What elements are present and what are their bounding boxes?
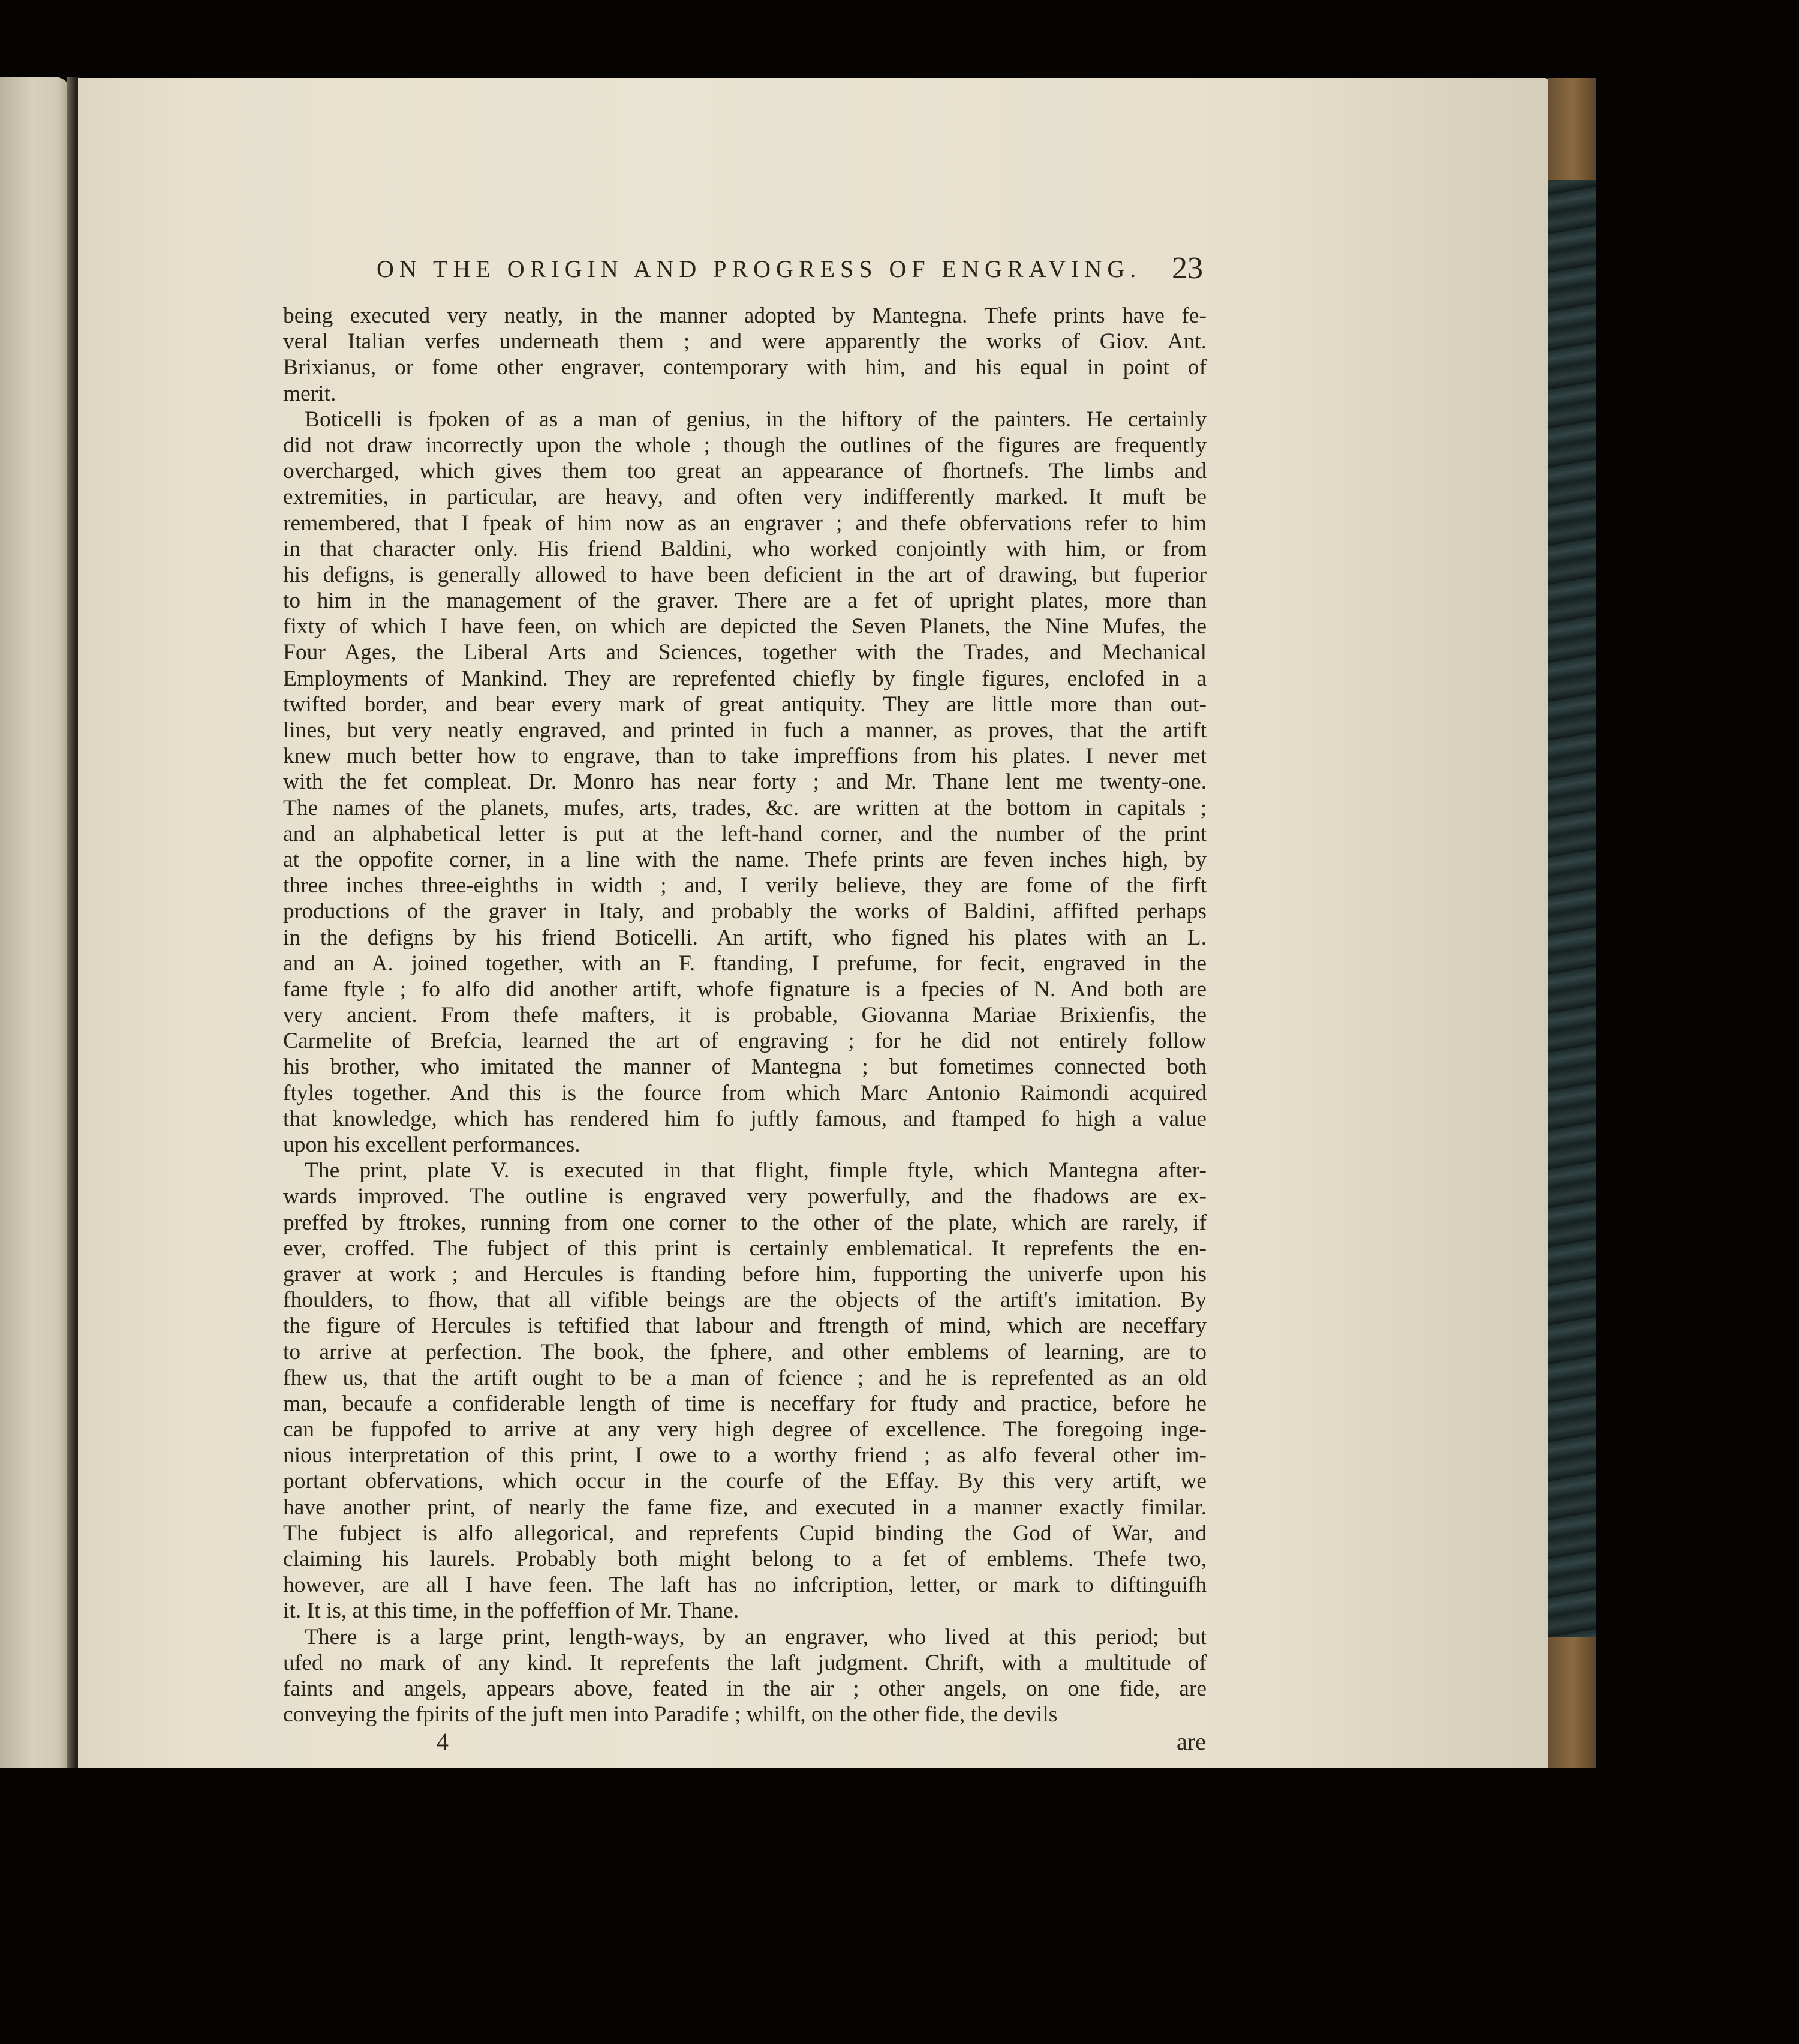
text-line: three inches three-eighths in width ; and, I verily believe, they are fome of the firft xyxy=(283,873,1207,898)
text-line: upon his excellent performances. xyxy=(283,1132,580,1157)
body-text xyxy=(283,303,1207,1727)
text-line: The fubject is alfo allegorical, and reprefents Cupid binding the God of War, and xyxy=(283,1520,1207,1546)
text-line: ftyles together. And this is the fource from which Marc Antonio Raimondi acquired xyxy=(283,1080,1207,1105)
text-line: graver at work ; and Hercules is ftanding before him, fupporting the univerfe upon his xyxy=(283,1261,1207,1286)
text-line: remembered, that I fpeak of him now as an engraver ; and thefe obfervations refer to him xyxy=(283,510,1207,536)
text-line: nious interpretation of this print, I owe to a worthy friend ; as alfo feveral other im- xyxy=(283,1443,1207,1468)
text-line: in the defigns by his friend Boticelli. An artift, who figned his plates with an L. xyxy=(283,925,1207,950)
text-line: and an alphabetical letter is put at the left-hand corner, and the number of the print xyxy=(283,821,1207,846)
text-line: ufed no mark of any kind. It reprefents the laft judgment. Chrift, with a multitude of xyxy=(283,1650,1207,1675)
text-line: very ancient. From thefe mafters, it is probable, Giovanna Mariae Brixienfis, the xyxy=(283,1003,1207,1028)
text-line: can be fuppofed to arrive at any very high degree of excellence. The foregoing inge- xyxy=(283,1417,1207,1442)
text-line: fixty of which I have feen, on which are depicted the Seven Planets, the Nine Mufes, the xyxy=(283,614,1207,639)
page-number: 23 xyxy=(1172,251,1203,285)
text-line: his brother, who imitated the manner of Mantegna ; but fometimes connected both xyxy=(283,1054,1207,1080)
text-line: conveying the fpirits of the juft men into Paradife ; whilft, on the other fide, the devils xyxy=(283,1702,1058,1727)
text-line: man, becaufe a confiderable length of time is neceffary for ftudy and practice, before he xyxy=(283,1391,1207,1416)
text-line: Employments of Mankind. They are reprefented chiefly by fingle figures, enclofed in a xyxy=(283,666,1207,691)
text-line: with the fet compleat. Dr. Monro has near forty ; and Mr. Thane lent me twenty-one. xyxy=(283,769,1207,795)
text-line: claiming his laurels. Probably both might belong to a fet of emblems. Thefe two, xyxy=(283,1547,1207,1571)
text-line: to arrive at perfection. The book, the fphere, and other emblems of learning, are to xyxy=(283,1339,1207,1364)
text-line: preffed by ftrokes, running from one corner to the other of the plate, which are rarely, if xyxy=(283,1210,1207,1235)
text-line: fame ftyle ; fo alfo did another artift, whofe fignature is a fpecies of N. And both are xyxy=(283,976,1207,1002)
text-line: at the oppofite corner, in a line with the name. Thefe prints are feven inches high, by xyxy=(283,847,1207,872)
text-line: it. It is, at this time, in the poffeffion of Mr. Thane. xyxy=(283,1598,739,1624)
text-line: that knowledge, which has rendered him fo juftly famous, and ftamped fo high a value xyxy=(283,1106,1207,1131)
text-line: to him in the management of the graver. There are a fet of upright plates, more than xyxy=(283,588,1207,614)
text-line: ever, croffed. The fubject of this print is certainly emblematical. It reprefents the en- xyxy=(283,1236,1207,1261)
text-line: There is a large print, length-ways, by an engraver, who lived at this period; but xyxy=(305,1624,1207,1649)
facing-page-edge xyxy=(0,77,72,1768)
text-line: fhoulders, to fhow, that all vifible beings are the objects of the artift's imitation. By xyxy=(283,1288,1207,1313)
text-line: knew much better how to engrave, than to take impreffions from his plates. I never met xyxy=(283,744,1207,769)
text-line: and an A. joined together, with an F. ftanding, I prefume, for fecit, engraved in the xyxy=(283,951,1207,976)
text-line: the figure of Hercules is teftified that labour and ftrength of mind, which are neceffary xyxy=(283,1313,1207,1339)
text-line: however, are all I have feen. The laft has no infcription, letter, or mark to diftinguifh xyxy=(283,1573,1207,1598)
text-line: in that character only. His friend Baldini, who worked conjointly with him, or from xyxy=(283,536,1207,561)
text-line: overcharged, which gives them too great an appearance of fhortnefs. The limbs and xyxy=(283,459,1207,484)
text-line: portant obfervations, which occur in the courfe of the Effay. By this very artift, we xyxy=(283,1469,1207,1494)
text-line: twifted border, and bear every mark of great antiquity. They are little more than out- xyxy=(283,692,1207,717)
text-line: being executed very neatly, in the manner adopted by Mantegna. Thefe prints have fe- xyxy=(283,303,1207,328)
text-line: extremities, in particular, are heavy, and often very indifferently marked. It muft be xyxy=(283,485,1207,510)
text-line: wards improved. The outline is engraved very powerfully, and the fhadows are ex- xyxy=(283,1184,1207,1209)
running-title: ON THE ORIGIN AND PROGRESS OF ENGRAVING. xyxy=(377,256,1142,282)
text-line: have another print, of nearly the fame fize, and executed in a manner exactly fimilar. xyxy=(283,1495,1207,1520)
text-line: veral Italian verfes underneath them ; and were apparently the works of Giov. Ant. xyxy=(283,329,1207,354)
binding-leather-top xyxy=(1548,78,1596,180)
text-line: The names of the planets, mufes, arts, trades, &c. are written at the bottom in capitals ; xyxy=(283,795,1207,820)
marbled-binding-edge xyxy=(1548,78,1596,1768)
text-line: his defigns, is generally allowed to have been deficient in the art of drawing, but fuperior xyxy=(283,562,1207,587)
text-line: fhew us, that the artift ought to be a man of fcience ; and he is reprefented as an old xyxy=(283,1365,1207,1390)
text-line: lines, but very neatly engraved, and printed in fuch a manner, as proves, that the artift xyxy=(283,718,1207,743)
text-line: Carmelite of Brefcia, learned the art of engraving ; for he did not entirely follow xyxy=(283,1029,1207,1054)
text-line: faints and angels, appears above, feated in the air ; other angels, on one fide, are xyxy=(283,1676,1207,1701)
text-line: Brixianus, or fome other engraver, contemporary with him, and his equal in point of xyxy=(283,355,1207,380)
text-line: merit. xyxy=(283,381,336,406)
text-line: did not draw incorrectly upon the whole ; though the outlines of the figures are frequently xyxy=(283,432,1207,458)
binding-leather-bottom xyxy=(1548,1637,1596,1768)
text-line: productions of the graver in Italy, and probably the works of Baldini, affifted perhaps xyxy=(283,899,1207,924)
text-line: The print, plate V. is executed in that flight, fimple ftyle, which Mantegna after- xyxy=(305,1158,1207,1183)
catchword: are xyxy=(1177,1728,1206,1755)
text-line: Four Ages, the Liberal Arts and Sciences, together with the Trades, and Mechanical xyxy=(283,640,1207,665)
signature-mark: 4 xyxy=(437,1728,449,1755)
text-line: Boticelli is fpoken of as a man of genius, in the hiftory of the painters. He certainly xyxy=(305,407,1207,432)
